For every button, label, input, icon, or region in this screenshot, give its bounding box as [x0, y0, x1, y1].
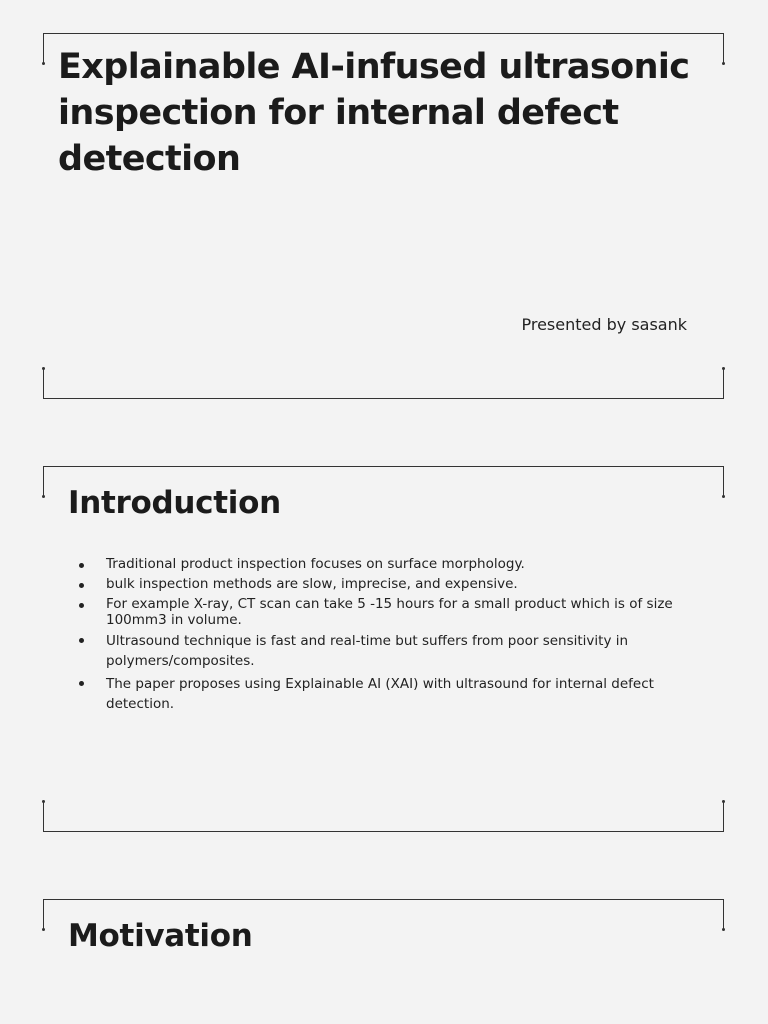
motivation-heading: Motivation: [68, 918, 253, 954]
frame-corner-dot: [42, 495, 45, 498]
frame-corner-dot: [42, 928, 45, 931]
list-item: For example X-ray, CT scan can take 5 -15 hours for a small product which is of size 100mm3 in volume.: [76, 596, 696, 628]
frame-corner-dot: [42, 62, 45, 65]
frame-bottom-bracket: [43, 802, 724, 832]
frame-corner-dot: [722, 928, 725, 931]
frame-corner-dot: [42, 367, 45, 370]
introduction-heading: Introduction: [68, 485, 281, 521]
frame-corner-dot: [722, 800, 725, 803]
frame-corner-dot: [722, 495, 725, 498]
presentation-title: Explainable AI-infused ultrasonic inspection for internal defect detection: [58, 47, 690, 179]
frame-corner-dot: [722, 367, 725, 370]
introduction-bullet-list: [76, 556, 696, 717]
list-item: bulk inspection methods are slow, imprecise, and expensive.: [76, 576, 696, 593]
list-item: Ultrasound technique is fast and real-time but suffers from poor sensitivity in polymers/composites.: [76, 631, 696, 671]
list-item: The paper proposes using Explainable AI (XAI) with ultrasound for internal defect detection.: [76, 674, 696, 714]
frame-corner-dot: [42, 800, 45, 803]
frame-bottom-bracket: [43, 369, 724, 399]
list-item: Traditional product inspection focuses on surface morphology.: [76, 556, 696, 573]
presenter-credit: Presented by sasank: [521, 315, 687, 334]
